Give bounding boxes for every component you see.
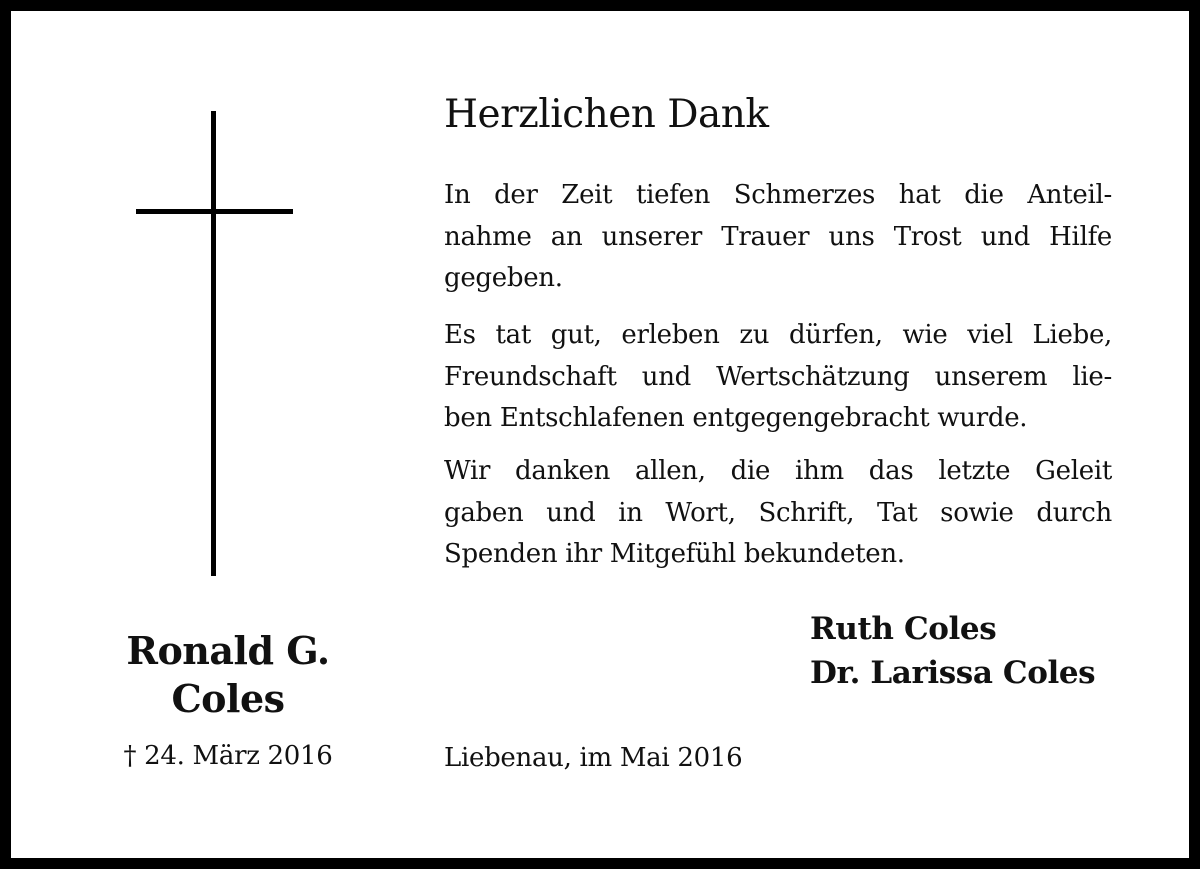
signatories — [810, 607, 1095, 695]
paragraph-2 — [444, 315, 1112, 440]
paragraph-1 — [444, 175, 1112, 300]
deceased-name-line1: Ronald G. — [126, 628, 330, 673]
signatory: Dr. Larissa Coles — [810, 655, 1096, 691]
death-date: † 24. März 2016 — [123, 741, 333, 771]
paragraph-3 — [444, 451, 1112, 576]
notice-heading: Herzlichen Dank — [444, 92, 769, 137]
paragraph-line: gegeben. — [444, 263, 563, 293]
paragraph-line: Freundschaft und Wertschätzung unserem lie- — [444, 361, 1112, 392]
paragraph-line: ben Entschlafenen entgegengebracht wurde. — [444, 403, 1028, 433]
deceased-name — [90, 627, 366, 723]
cross-horizontal-bar — [136, 209, 293, 214]
deceased-name-line2: Coles — [171, 676, 285, 721]
paragraph-line: gaben und in Wort, Schrift, Tat sowie durch — [444, 497, 1112, 528]
cross-vertical-bar — [211, 111, 216, 576]
paragraph-line: Es tat gut, erleben zu dürfen, wie viel Liebe, — [444, 320, 1112, 350]
paragraph-line: nahme an unserer Trauer uns Trost und Hilfe — [444, 221, 1112, 252]
paragraph-line: In der Zeit tiefen Schmerzes hat die Anteil- — [444, 180, 1112, 210]
paragraph-line: Wir danken allen, die ihm das letzte Geleit — [444, 456, 1112, 486]
place-date: Liebenau, im Mai 2016 — [444, 743, 743, 773]
paragraph-line: Spenden ihr Mitgefühl bekundeten. — [444, 539, 905, 569]
signatory: Ruth Coles — [810, 611, 997, 647]
